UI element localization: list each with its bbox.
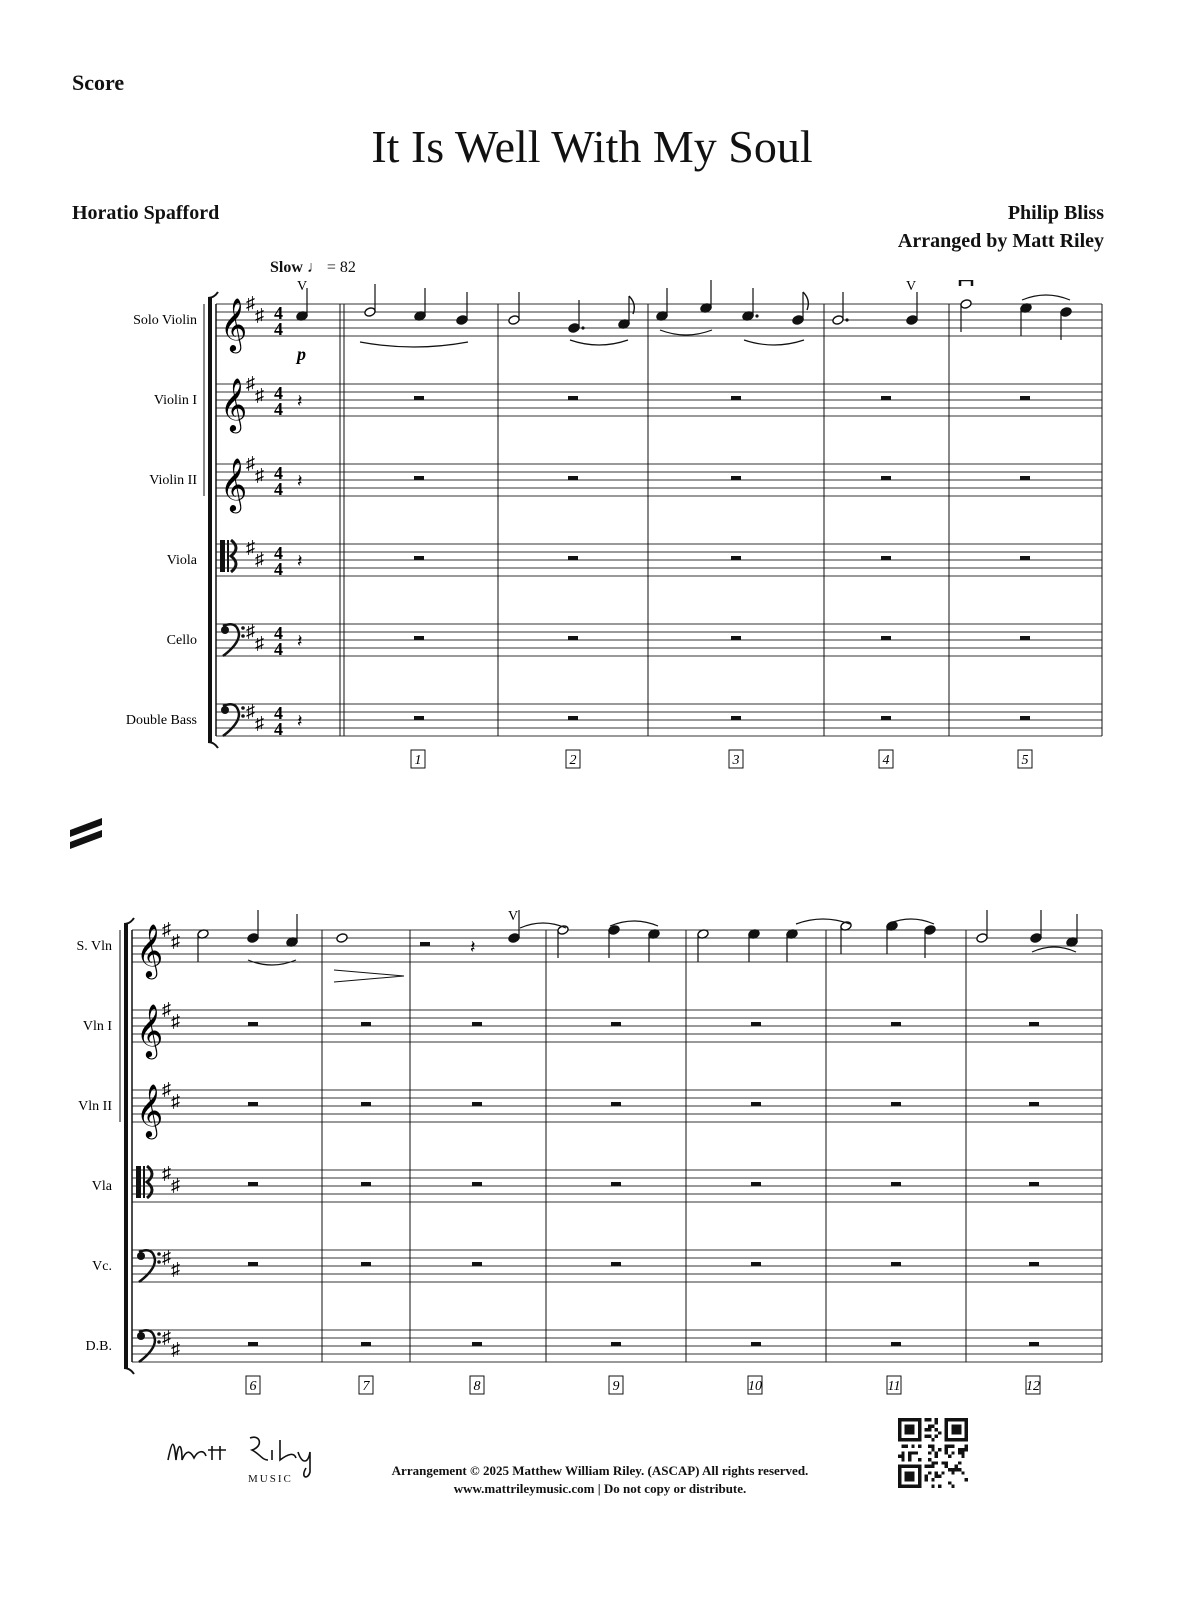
whole-rest-icon bbox=[472, 1102, 482, 1106]
system-2-staves bbox=[76, 909, 1102, 1394]
bass-clef-icon bbox=[221, 626, 229, 634]
sharp-icon: ♯ bbox=[162, 1079, 171, 1099]
whole-rest-icon bbox=[361, 1182, 371, 1186]
diminuendo-hairpin bbox=[334, 970, 404, 982]
qr-module bbox=[935, 1451, 938, 1454]
time-signature-bottom: 4 bbox=[274, 639, 283, 659]
whole-rest-icon bbox=[891, 1022, 901, 1026]
bass-clef-dot bbox=[241, 706, 245, 710]
whole-rest-icon bbox=[414, 636, 424, 640]
qr-module bbox=[925, 1435, 928, 1438]
dot bbox=[845, 318, 848, 321]
qr-module bbox=[955, 1465, 958, 1468]
qr-module bbox=[935, 1428, 938, 1431]
instrument-label: Violin II bbox=[149, 473, 197, 488]
bass-clef-icon bbox=[137, 1252, 145, 1260]
whole-rest-icon bbox=[568, 476, 578, 480]
up-bow-icon: V bbox=[297, 280, 308, 294]
treble-clef-icon: 𝄞 bbox=[220, 299, 248, 350]
qr-module bbox=[928, 1451, 931, 1454]
qr-module bbox=[951, 1468, 954, 1471]
qr-module bbox=[935, 1435, 938, 1438]
system-break-icon bbox=[70, 816, 104, 850]
tempo-text: Slow bbox=[270, 259, 303, 276]
time-signature-top: 4 bbox=[274, 303, 283, 323]
quarter-rest-icon: 𝄽 bbox=[297, 711, 303, 731]
whole-rest-icon bbox=[1020, 556, 1030, 560]
qr-module bbox=[908, 1455, 911, 1458]
slur bbox=[796, 919, 850, 924]
whole-rest-icon bbox=[891, 1102, 901, 1106]
qr-module bbox=[918, 1458, 921, 1461]
qr-module bbox=[955, 1468, 958, 1471]
bass-clef-dot bbox=[241, 634, 245, 638]
qr-module bbox=[951, 1471, 954, 1474]
time-signature-bottom: 4 bbox=[274, 719, 283, 739]
qr-module bbox=[945, 1465, 948, 1468]
qr-module bbox=[935, 1475, 938, 1478]
bass-clef-dot bbox=[157, 1260, 161, 1264]
system-1 bbox=[0, 280, 1184, 780]
qr-module bbox=[945, 1448, 948, 1451]
treble-clef-icon: 𝄞 bbox=[220, 459, 248, 510]
half-rest-icon bbox=[420, 942, 430, 946]
bass-clef-dot bbox=[157, 1340, 161, 1344]
qr-module bbox=[935, 1471, 938, 1474]
slur bbox=[360, 342, 468, 347]
instrument-label: Vln I bbox=[82, 1019, 112, 1034]
qr-module bbox=[931, 1461, 934, 1464]
treble-clef-icon: 𝄞 bbox=[136, 1005, 164, 1056]
whole-rest-icon bbox=[248, 1262, 258, 1266]
qr-module bbox=[931, 1425, 934, 1428]
qr-module bbox=[948, 1468, 951, 1471]
note-head bbox=[1060, 307, 1072, 318]
sharp-icon: ♯ bbox=[255, 305, 264, 325]
qr-module bbox=[938, 1448, 941, 1451]
whole-rest-icon bbox=[751, 1262, 761, 1266]
whole-rest-icon bbox=[1029, 1182, 1039, 1186]
alto-clef-curl bbox=[147, 1166, 152, 1198]
system-2 bbox=[0, 900, 1184, 1400]
whole-rest-icon bbox=[414, 556, 424, 560]
whole-rest-icon bbox=[731, 716, 741, 720]
whole-rest-icon bbox=[568, 396, 578, 400]
quarter-rest-icon: 𝄽 bbox=[297, 471, 303, 491]
sharp-icon: ♯ bbox=[162, 919, 171, 939]
whole-rest-icon bbox=[1020, 716, 1030, 720]
qr-module bbox=[958, 1451, 961, 1454]
bracket-hook bbox=[124, 918, 134, 924]
whole-rest-icon bbox=[751, 1182, 761, 1186]
slur bbox=[1032, 947, 1076, 952]
whole-rest-icon bbox=[881, 556, 891, 560]
sharp-icon: ♯ bbox=[255, 465, 264, 485]
copyright-line-2: www.mattrileymusic.com | Do not copy or distribute. bbox=[453, 1481, 747, 1496]
qr-module bbox=[958, 1448, 961, 1451]
note-head bbox=[608, 925, 620, 936]
qr-module bbox=[938, 1431, 941, 1434]
note-head bbox=[924, 925, 936, 936]
note-head bbox=[976, 933, 988, 944]
whole-rest-icon bbox=[414, 716, 424, 720]
quarter-rest-icon: 𝄽 bbox=[297, 631, 303, 651]
qr-module bbox=[951, 1451, 954, 1454]
whole-rest-icon bbox=[891, 1262, 901, 1266]
whole-rest-icon bbox=[751, 1342, 761, 1346]
qr-finder-core bbox=[905, 1471, 915, 1481]
whole-rest-icon bbox=[1020, 636, 1030, 640]
measure-number: 1 bbox=[414, 753, 422, 768]
qr-finder-core bbox=[905, 1425, 915, 1435]
sharp-icon: ♯ bbox=[246, 537, 255, 557]
qr-module bbox=[948, 1455, 951, 1458]
sharp-icon: ♯ bbox=[162, 1247, 171, 1267]
time-signature-bottom: 4 bbox=[274, 319, 283, 339]
whole-rest-icon bbox=[611, 1102, 621, 1106]
whole-rest-icon bbox=[611, 1022, 621, 1026]
measure-number: 8 bbox=[473, 1379, 481, 1394]
whole-rest-icon bbox=[248, 1102, 258, 1106]
qr-module bbox=[901, 1451, 904, 1454]
whole-rest-icon bbox=[414, 396, 424, 400]
qr-module bbox=[931, 1438, 934, 1441]
measure-number: 2 bbox=[569, 753, 577, 768]
whole-rest-icon bbox=[881, 636, 891, 640]
copyright-line-1: Arrangement © 2025 Matthew William Riley. (ASCAP) All rights reserved. bbox=[391, 1463, 809, 1478]
bass-clef-dot bbox=[157, 1332, 161, 1336]
qr-module bbox=[935, 1421, 938, 1424]
whole-rest-icon bbox=[361, 1022, 371, 1026]
note-head bbox=[960, 299, 972, 310]
score-label: Score bbox=[72, 70, 125, 95]
system-bracket bbox=[124, 924, 128, 1368]
note-flag bbox=[629, 296, 634, 314]
bass-clef-dot bbox=[157, 1252, 161, 1256]
logo-sub: MUSIC bbox=[248, 1473, 293, 1485]
whole-rest-icon bbox=[472, 1262, 482, 1266]
qr-module bbox=[928, 1425, 931, 1428]
measure-number: 9 bbox=[612, 1379, 620, 1394]
qr-module bbox=[925, 1478, 928, 1481]
bracket-hook bbox=[208, 742, 218, 748]
note-head bbox=[568, 323, 580, 334]
qr-module bbox=[925, 1475, 928, 1478]
qr-module bbox=[931, 1448, 934, 1451]
tempo-marking bbox=[270, 259, 356, 277]
measure-number: 6 bbox=[249, 1379, 257, 1394]
instrument-label: D.B. bbox=[85, 1339, 112, 1354]
whole-rest-icon bbox=[881, 716, 891, 720]
dynamic-marking: p bbox=[297, 344, 306, 364]
measure-number: 12 bbox=[1026, 1379, 1040, 1394]
dot bbox=[755, 314, 758, 317]
system-bracket bbox=[208, 298, 212, 742]
sharp-icon: ♯ bbox=[171, 1175, 180, 1195]
bass-clef-icon bbox=[137, 1332, 145, 1340]
note-head bbox=[832, 315, 844, 326]
whole-rest-icon bbox=[1020, 396, 1030, 400]
whole-rest-icon bbox=[361, 1262, 371, 1266]
whole-rest-icon bbox=[891, 1182, 901, 1186]
whole-rest-icon bbox=[611, 1342, 621, 1346]
measure-number: 10 bbox=[748, 1379, 762, 1394]
qr-module bbox=[961, 1451, 964, 1454]
whole-rest-icon bbox=[568, 716, 578, 720]
qr-module bbox=[901, 1455, 904, 1458]
up-bow-icon: V bbox=[906, 280, 917, 294]
note-head bbox=[1030, 933, 1042, 944]
qr-module bbox=[935, 1455, 938, 1458]
qr-module bbox=[941, 1461, 944, 1464]
whole-rest-icon bbox=[1020, 476, 1030, 480]
instrument-label: Solo Violin bbox=[133, 313, 197, 328]
qr-module bbox=[905, 1445, 908, 1448]
whole-rest-icon bbox=[731, 556, 741, 560]
bass-clef-dot bbox=[241, 626, 245, 630]
qr-module bbox=[948, 1481, 951, 1484]
down-bow-icon bbox=[960, 280, 972, 286]
qr-module bbox=[951, 1485, 954, 1488]
qr-module bbox=[918, 1445, 921, 1448]
qr-module bbox=[928, 1428, 931, 1431]
treble-clef-icon: 𝄞 bbox=[220, 379, 248, 430]
system-1-staves bbox=[126, 280, 1102, 768]
note-head bbox=[456, 315, 468, 326]
qr-module bbox=[931, 1478, 934, 1481]
slur bbox=[570, 340, 628, 345]
time-signature-top: 4 bbox=[274, 623, 283, 643]
sharp-icon: ♯ bbox=[246, 373, 255, 393]
qr-module bbox=[958, 1468, 961, 1471]
instrument-label: Cello bbox=[166, 633, 197, 648]
treble-clef-icon: 𝄞 bbox=[136, 925, 164, 976]
sharp-icon: ♯ bbox=[162, 999, 171, 1019]
whole-rest-icon bbox=[1029, 1262, 1039, 1266]
sharp-icon: ♯ bbox=[162, 1163, 171, 1183]
lyricist: Horatio Spafford bbox=[72, 202, 220, 224]
slur bbox=[610, 921, 658, 926]
time-signature-top: 4 bbox=[274, 383, 283, 403]
measure-number: 7 bbox=[362, 1379, 370, 1394]
qr-module bbox=[931, 1485, 934, 1488]
whole-rest-icon bbox=[881, 476, 891, 480]
sharp-icon: ♯ bbox=[255, 385, 264, 405]
qr-module bbox=[925, 1465, 928, 1468]
whole-rest-icon bbox=[1029, 1342, 1039, 1346]
sharp-icon: ♯ bbox=[171, 1091, 180, 1111]
note-flag bbox=[803, 292, 808, 310]
qr-module bbox=[945, 1461, 948, 1464]
qr-module bbox=[948, 1445, 951, 1448]
qr-module bbox=[915, 1451, 918, 1454]
slur bbox=[1022, 295, 1070, 300]
sharp-icon: ♯ bbox=[162, 1327, 171, 1347]
whole-rest-icon bbox=[881, 396, 891, 400]
qr-module bbox=[935, 1418, 938, 1421]
instrument-label: Vc. bbox=[92, 1259, 112, 1274]
instrument-label: Viola bbox=[166, 553, 197, 568]
sharp-icon: ♯ bbox=[246, 293, 255, 313]
time-signature-top: 4 bbox=[274, 543, 283, 563]
whole-rest-icon bbox=[611, 1262, 621, 1266]
note-head bbox=[336, 933, 348, 944]
qr-module bbox=[935, 1461, 938, 1464]
whole-rest-icon bbox=[611, 1182, 621, 1186]
quarter-rest-icon: 𝄽 bbox=[470, 937, 476, 957]
alto-clef-icon bbox=[136, 1166, 141, 1198]
whole-rest-icon bbox=[568, 636, 578, 640]
qr-module bbox=[898, 1455, 901, 1458]
qr-finder-core bbox=[951, 1425, 961, 1435]
qr-module bbox=[961, 1471, 964, 1474]
slur bbox=[660, 330, 712, 335]
qr-module bbox=[928, 1471, 931, 1474]
whole-rest-icon bbox=[472, 1342, 482, 1346]
whole-rest-icon bbox=[1029, 1102, 1039, 1106]
alto-clef-icon bbox=[220, 540, 225, 572]
whole-rest-icon bbox=[568, 556, 578, 560]
sharp-icon: ♯ bbox=[255, 549, 264, 569]
sharp-icon: ♯ bbox=[246, 453, 255, 473]
time-signature-bottom: 4 bbox=[274, 479, 283, 499]
qr-module bbox=[951, 1445, 954, 1448]
sharp-icon: ♯ bbox=[246, 621, 255, 641]
qr-module bbox=[961, 1448, 964, 1451]
copyright bbox=[300, 1462, 900, 1498]
quarter-note-icon: ♩ bbox=[306, 259, 323, 276]
qr-module bbox=[908, 1451, 911, 1454]
whole-rest-icon bbox=[472, 1022, 482, 1026]
qr-module bbox=[931, 1465, 934, 1468]
whole-rest-icon bbox=[248, 1182, 258, 1186]
time-signature-top: 4 bbox=[274, 703, 283, 723]
qr-module bbox=[928, 1435, 931, 1438]
sharp-icon: ♯ bbox=[171, 1011, 180, 1031]
whole-rest-icon bbox=[472, 1182, 482, 1186]
qr-module bbox=[941, 1471, 944, 1474]
treble-clef-icon: 𝄞 bbox=[136, 1085, 164, 1136]
measure-number: 5 bbox=[1021, 753, 1029, 768]
whole-rest-icon bbox=[248, 1022, 258, 1026]
composer: Philip Bliss bbox=[1007, 202, 1104, 224]
dot bbox=[581, 326, 584, 329]
qr-module bbox=[911, 1445, 914, 1448]
note-head bbox=[792, 315, 804, 326]
qr-module bbox=[945, 1451, 948, 1454]
qr-module bbox=[925, 1428, 928, 1431]
whole-rest-icon bbox=[248, 1342, 258, 1346]
time-signature-top: 4 bbox=[274, 463, 283, 483]
whole-rest-icon bbox=[751, 1102, 761, 1106]
qr-module bbox=[901, 1458, 904, 1461]
sharp-icon: ♯ bbox=[255, 713, 264, 733]
qr-module bbox=[908, 1458, 911, 1461]
sharp-icon: ♯ bbox=[171, 931, 180, 951]
instrument-label: Double Bass bbox=[125, 713, 197, 728]
qr-module bbox=[928, 1465, 931, 1468]
qr-module bbox=[965, 1478, 968, 1481]
time-signature-bottom: 4 bbox=[274, 559, 283, 579]
note-head bbox=[508, 315, 520, 326]
slur bbox=[744, 340, 804, 345]
whole-rest-icon bbox=[414, 476, 424, 480]
time-signature-bottom: 4 bbox=[274, 399, 283, 419]
qr-module bbox=[928, 1445, 931, 1448]
whole-rest-icon bbox=[361, 1342, 371, 1346]
bracket-hook bbox=[124, 1368, 134, 1374]
note-head bbox=[508, 933, 520, 944]
sharp-icon: ♯ bbox=[255, 633, 264, 653]
qr-module bbox=[931, 1445, 934, 1448]
quarter-rest-icon: 𝄽 bbox=[297, 551, 303, 571]
qr-module bbox=[911, 1451, 914, 1454]
instrument-label: Violin I bbox=[153, 393, 197, 408]
qr-module bbox=[925, 1418, 928, 1421]
page-title: It Is Well With My Soul bbox=[371, 121, 813, 172]
bracket-hook bbox=[208, 292, 218, 298]
bass-clef-dot bbox=[241, 714, 245, 718]
alto-clef-curl bbox=[231, 540, 236, 572]
whole-rest-icon bbox=[731, 636, 741, 640]
measure-number: 4 bbox=[882, 753, 890, 768]
whole-rest-icon bbox=[731, 476, 741, 480]
sharp-icon: ♯ bbox=[246, 701, 255, 721]
qr-module bbox=[945, 1445, 948, 1448]
whole-rest-icon bbox=[751, 1022, 761, 1026]
note-head bbox=[247, 933, 259, 944]
bass-clef-icon bbox=[221, 706, 229, 714]
instrument-label: S. Vln bbox=[76, 939, 112, 954]
sharp-icon: ♯ bbox=[171, 1259, 180, 1279]
up-bow-icon: V bbox=[508, 909, 519, 924]
tempo-value: = 82 bbox=[326, 259, 356, 276]
qr-code-icon bbox=[898, 1418, 968, 1488]
whole-rest-icon bbox=[1029, 1022, 1039, 1026]
whole-rest-icon bbox=[361, 1102, 371, 1106]
qr-module bbox=[901, 1445, 904, 1448]
instrument-label: Vla bbox=[91, 1179, 112, 1194]
qr-module bbox=[965, 1448, 968, 1451]
quarter-rest-icon: 𝄽 bbox=[297, 391, 303, 411]
whole-rest-icon bbox=[731, 396, 741, 400]
qr-module bbox=[928, 1458, 931, 1461]
qr-module bbox=[928, 1418, 931, 1421]
arranger: Arranged by Matt Riley bbox=[897, 230, 1104, 252]
whole-rest-icon bbox=[891, 1342, 901, 1346]
note-head bbox=[906, 315, 918, 326]
sharp-icon: ♯ bbox=[171, 1339, 180, 1359]
qr-module bbox=[958, 1461, 961, 1464]
measure-number: 11 bbox=[887, 1379, 901, 1394]
note-head bbox=[364, 307, 376, 318]
qr-module bbox=[938, 1475, 941, 1478]
qr-module bbox=[965, 1445, 968, 1448]
qr-module bbox=[938, 1485, 941, 1488]
qr-module bbox=[961, 1455, 964, 1458]
instrument-label: Vln II bbox=[78, 1099, 112, 1114]
measure-number: 3 bbox=[732, 753, 740, 768]
